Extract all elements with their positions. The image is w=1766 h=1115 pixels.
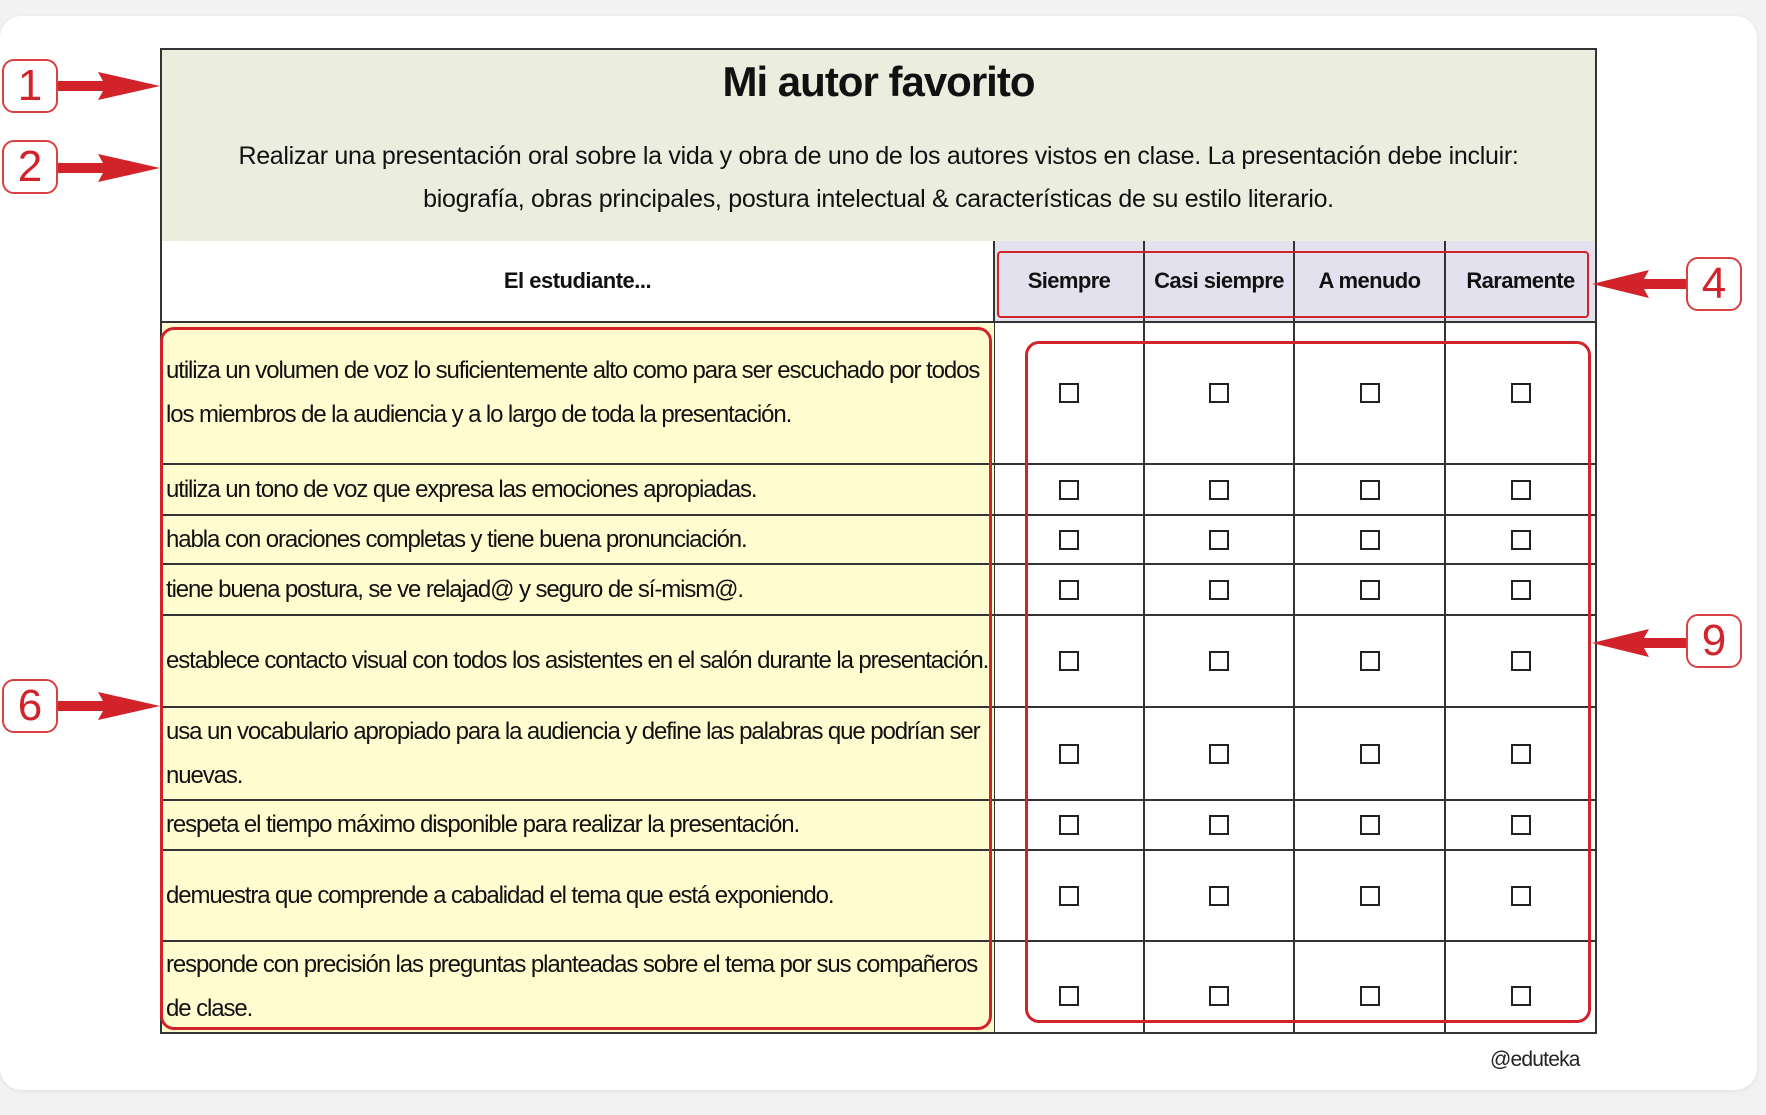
rating-cell: [1295, 942, 1446, 1034]
arrow-left-icon: [1592, 629, 1686, 657]
criterion-text: responde con precisión las preguntas planteadas sobre el tema por sus compañeros de clase.: [160, 942, 995, 1034]
annotation-badge-1: 1: [2, 59, 58, 113]
criterion-text: habla con oraciones completas y tiene buena pronunciación.: [160, 516, 995, 565]
arrow-right-icon: [58, 692, 160, 720]
column-header-4: Raramente: [1446, 241, 1597, 323]
rating-checkbox-raramente[interactable]: [1511, 651, 1531, 671]
criterion-text: establece contacto visual con todos los asistentes en el salón durante la presentación.: [160, 616, 995, 708]
rating-checkbox-casi-siempre[interactable]: [1209, 651, 1229, 671]
rating-cell: [995, 323, 1145, 465]
rating-checkbox-a-menudo[interactable]: [1360, 986, 1380, 1006]
arrow-right-icon: [58, 154, 160, 182]
rating-checkbox-a-menudo[interactable]: [1360, 651, 1380, 671]
rating-cell: [1145, 323, 1295, 465]
rating-cell: [1145, 851, 1295, 942]
rating-cell: [1446, 851, 1597, 942]
rating-checkbox-a-menudo[interactable]: [1360, 580, 1380, 600]
rating-checkbox-siempre[interactable]: [1059, 383, 1079, 403]
rating-cell: [995, 708, 1145, 801]
credit-text: @eduteka: [1490, 1048, 1580, 1071]
rating-checkbox-a-menudo[interactable]: [1360, 480, 1380, 500]
rubric-description: Realizar una presentación oral sobre la vida y obra de uno de los autores vistos en clase. La presentación debe incluir: biografía, obras principales, postura intelectual & características de su estilo literario.: [160, 114, 1597, 243]
rating-checkbox-casi-siempre[interactable]: [1209, 986, 1229, 1006]
rating-checkbox-siempre[interactable]: [1059, 886, 1079, 906]
rating-cell: [1295, 801, 1446, 851]
criterion-text: utiliza un volumen de voz lo suficientemente alto como para ser escuchado por todos los miembros de la audiencia y a lo largo de toda la presentación.: [160, 323, 995, 465]
rating-cell: [1446, 323, 1597, 465]
rating-checkbox-raramente[interactable]: [1511, 886, 1531, 906]
rating-cell: [1295, 465, 1446, 516]
rating-checkbox-raramente[interactable]: [1511, 480, 1531, 500]
rating-checkbox-casi-siempre[interactable]: [1209, 580, 1229, 600]
rating-cell: [1145, 708, 1295, 801]
rating-checkbox-siempre[interactable]: [1059, 530, 1079, 550]
rating-checkbox-a-menudo[interactable]: [1360, 886, 1380, 906]
rating-checkbox-raramente[interactable]: [1511, 986, 1531, 1006]
rating-checkbox-a-menudo[interactable]: [1360, 744, 1380, 764]
rating-cell: [1145, 616, 1295, 708]
rating-checkbox-a-menudo[interactable]: [1360, 815, 1380, 835]
annotation-badge-9: 9: [1686, 614, 1742, 668]
rating-cell: [995, 851, 1145, 942]
rubric-title: Mi autor favorito: [160, 48, 1597, 116]
rating-cell: [1145, 942, 1295, 1034]
rating-cell: [1446, 516, 1597, 565]
rating-cell: [1295, 616, 1446, 708]
rating-checkbox-casi-siempre[interactable]: [1209, 383, 1229, 403]
rating-cell: [995, 801, 1145, 851]
rating-checkbox-siempre[interactable]: [1059, 986, 1079, 1006]
student-column-header: El estudiante...: [160, 241, 995, 323]
rating-cell: [1145, 801, 1295, 851]
rating-checkbox-raramente[interactable]: [1511, 383, 1531, 403]
rating-cell: [995, 465, 1145, 516]
rating-cell: [1295, 851, 1446, 942]
criterion-text: tiene buena postura, se ve relajad@ y seguro de sí-mism@.: [160, 565, 995, 616]
criterion-text: respeta el tiempo máximo disponible para realizar la presentación.: [160, 801, 995, 851]
rating-cell: [1446, 801, 1597, 851]
rating-checkbox-casi-siempre[interactable]: [1209, 744, 1229, 764]
rating-cell: [995, 942, 1145, 1034]
column-header-1: Siempre: [995, 241, 1145, 323]
arrow-right-icon: [58, 72, 160, 100]
rating-cell: [1446, 708, 1597, 801]
rating-checkbox-siempre[interactable]: [1059, 580, 1079, 600]
rating-checkbox-raramente[interactable]: [1511, 815, 1531, 835]
rating-cell: [1145, 465, 1295, 516]
rating-cell: [995, 516, 1145, 565]
rating-cell: [1446, 942, 1597, 1034]
column-header-3: A menudo: [1295, 241, 1446, 323]
rating-checkbox-a-menudo[interactable]: [1360, 530, 1380, 550]
annotation-badge-4: 4: [1686, 257, 1742, 311]
rating-checkbox-siempre[interactable]: [1059, 480, 1079, 500]
rating-checkbox-raramente[interactable]: [1511, 530, 1531, 550]
annotation-badge-6: 6: [2, 679, 58, 733]
rating-checkbox-a-menudo[interactable]: [1360, 383, 1380, 403]
rating-checkbox-siempre[interactable]: [1059, 815, 1079, 835]
rating-checkbox-siempre[interactable]: [1059, 744, 1079, 764]
column-header-2: Casi siempre: [1145, 241, 1295, 323]
rating-cell: [1145, 516, 1295, 565]
arrow-left-icon: [1592, 270, 1686, 298]
criterion-text: demuestra que comprende a cabalidad el tema que está exponiendo.: [160, 851, 995, 942]
rating-cell: [1295, 323, 1446, 465]
annotation-badge-2: 2: [2, 140, 58, 194]
rating-cell: [995, 616, 1145, 708]
rating-cell: [1446, 465, 1597, 516]
rating-checkbox-casi-siempre[interactable]: [1209, 815, 1229, 835]
rating-checkbox-casi-siempre[interactable]: [1209, 530, 1229, 550]
rating-cell: [1295, 708, 1446, 801]
rating-cell: [995, 565, 1145, 616]
rating-cell: [1446, 565, 1597, 616]
rating-cell: [1295, 516, 1446, 565]
rating-checkbox-raramente[interactable]: [1511, 580, 1531, 600]
rating-checkbox-casi-siempre[interactable]: [1209, 886, 1229, 906]
rating-cell: [1145, 565, 1295, 616]
rating-checkbox-siempre[interactable]: [1059, 651, 1079, 671]
rating-cell: [1446, 616, 1597, 708]
rating-checkbox-casi-siempre[interactable]: [1209, 480, 1229, 500]
criterion-text: utiliza un tono de voz que expresa las emociones apropiadas.: [160, 465, 995, 516]
rating-cell: [1295, 565, 1446, 616]
rating-checkbox-raramente[interactable]: [1511, 744, 1531, 764]
criterion-text: usa un vocabulario apropiado para la audiencia y define las palabras que podrían ser nuevas.: [160, 708, 995, 801]
